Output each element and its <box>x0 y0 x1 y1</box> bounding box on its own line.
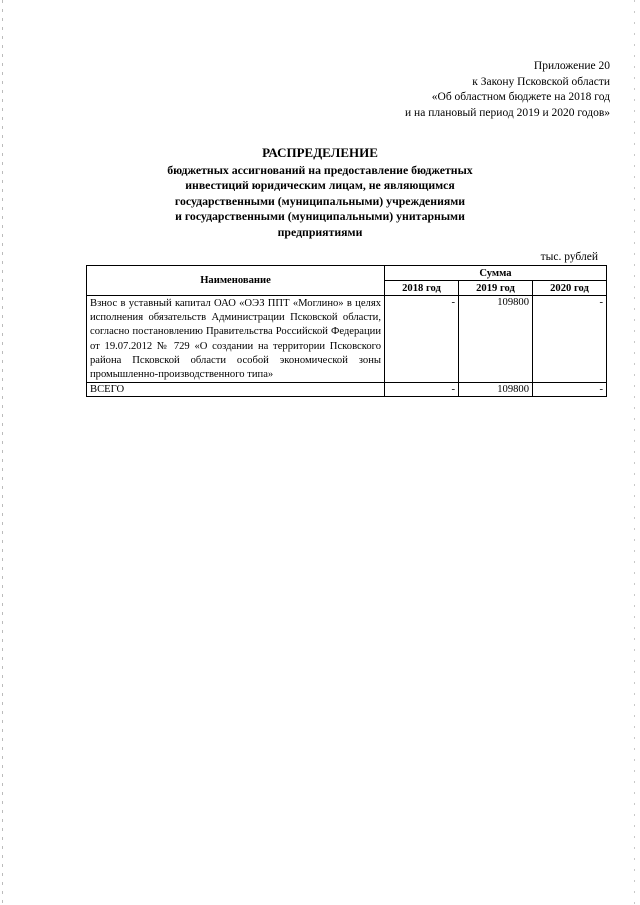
scan-edge-right <box>634 0 635 905</box>
row-value-2020: - <box>533 296 607 383</box>
appendix-line: «Об областном бюджете на 2018 год <box>431 91 610 103</box>
total-label: ВСЕГО <box>87 383 385 397</box>
title-line: предприятиями <box>277 224 363 239</box>
appendix-line: к Закону Псковской области <box>472 75 610 88</box>
row-value-2018: - <box>385 296 459 383</box>
appendix-line: Приложение 20 <box>533 60 610 72</box>
title-line: и государственными (муниципальными) унитарными <box>175 209 465 224</box>
total-value-2020: - <box>533 383 607 397</box>
units-label: тыс. рублей <box>540 251 598 263</box>
row-value-2019: 109800 <box>459 296 533 383</box>
title-heading: РАСПРЕДЕЛЕНИЕ <box>262 145 378 160</box>
row-name: Взнос в уставный капитал ОАО «ОЭЗ ППТ «Моглино» в целях исполнения обязательств Администрации Псковской области, согласно постановлению Правительства Российской Федерации от 19.07.2012 № 729 «О создании на территории Псковского района Псковской области особой экономической зоны промышленно-производственного типа» <box>87 296 385 383</box>
document-title <box>150 145 490 241</box>
header-year-2019: 2019 год <box>459 281 533 296</box>
total-row <box>87 383 607 397</box>
title-line: государственными (муниципальными) учреждениями <box>174 193 466 208</box>
allocation-table <box>86 265 607 397</box>
appendix-line: и на плановый период 2019 и 2020 годов» <box>405 106 610 119</box>
header-name: Наименование <box>87 266 385 296</box>
header-year-2018: 2018 год <box>385 281 459 296</box>
scan-edge-left <box>2 0 3 905</box>
title-line: бюджетных ассигнований на предоставление бюджетных <box>167 162 473 177</box>
total-value-2018: - <box>385 383 459 397</box>
table-row <box>87 296 607 383</box>
total-value-2019: 109800 <box>459 383 533 397</box>
appendix-note <box>405 59 610 121</box>
header-sum: Сумма <box>385 266 607 281</box>
header-year-2020: 2020 год <box>533 281 607 296</box>
title-line: инвестиций юридическим лицам, не являющимся <box>185 178 455 193</box>
